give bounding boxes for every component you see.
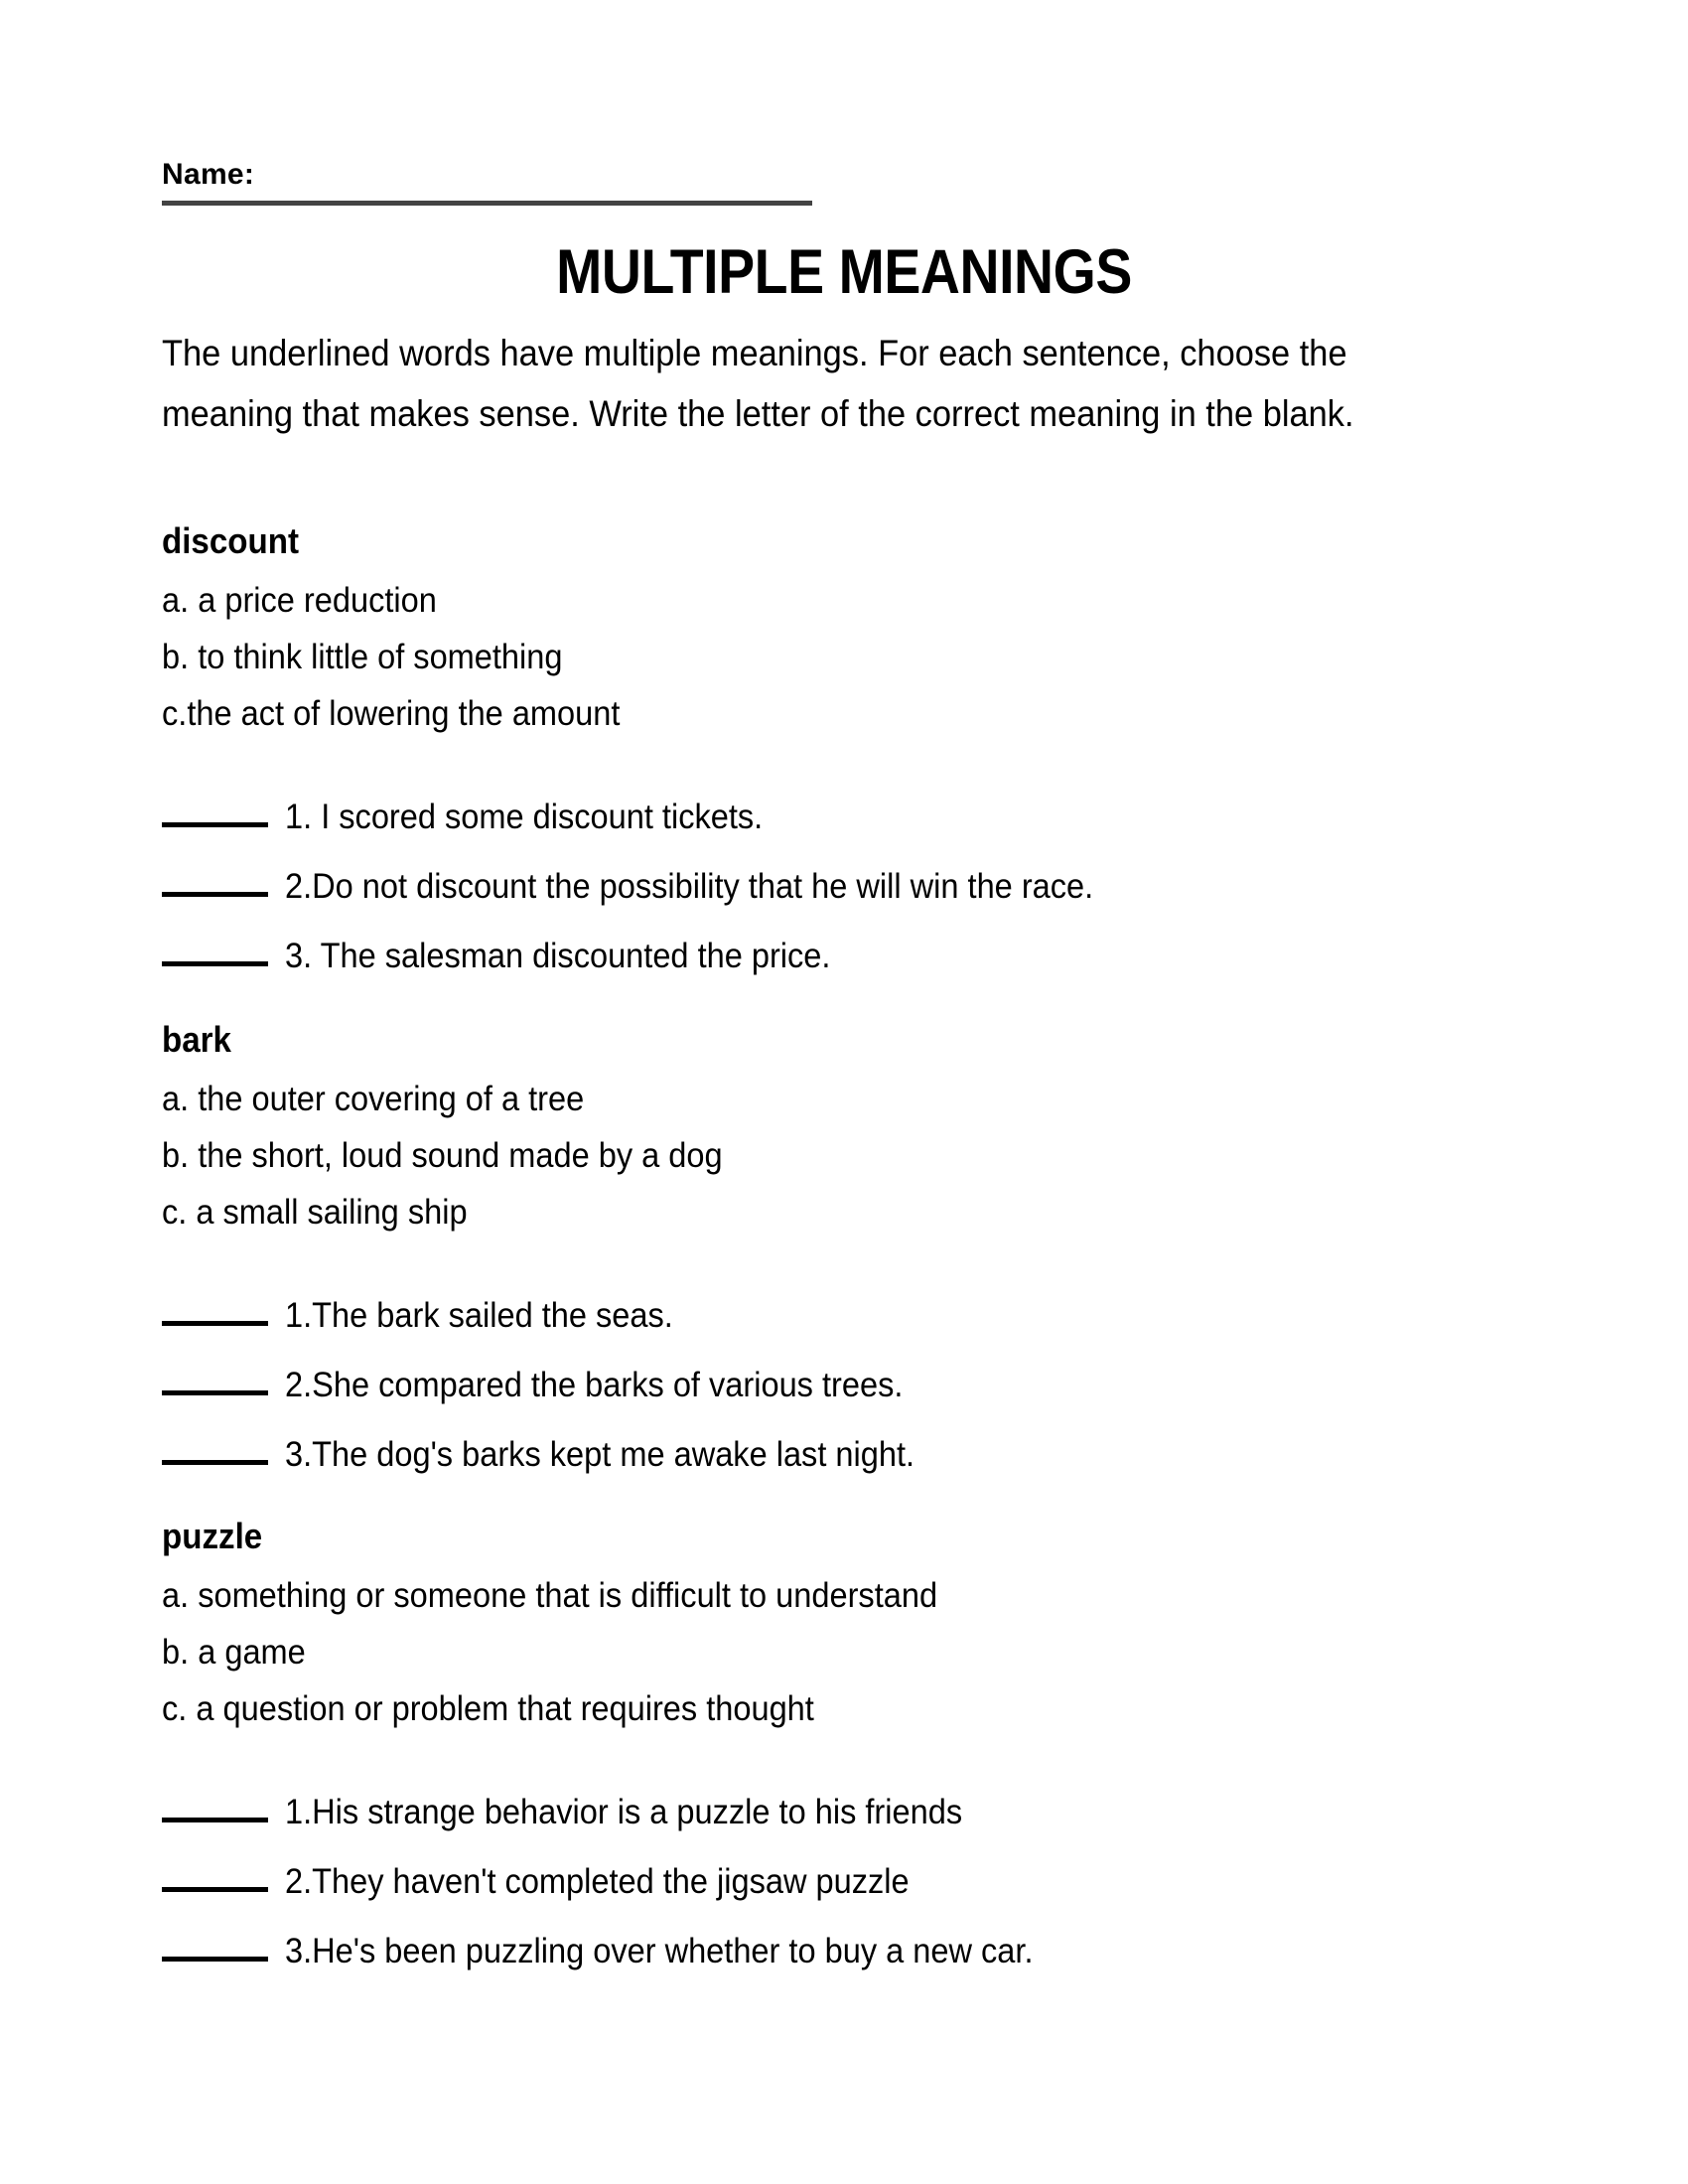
- word-section-discount: [162, 514, 1552, 978]
- question-list: [162, 1765, 1552, 1973]
- question-row: [162, 1834, 1552, 1904]
- question-row: [162, 909, 1552, 978]
- word-section-bark: [162, 1013, 1552, 1477]
- word-section-puzzle: [162, 1510, 1552, 1973]
- definition-c: c. a question or problem that requires thought: [162, 1689, 814, 1728]
- answer-blank[interactable]: [162, 1321, 268, 1326]
- name-write-in-line[interactable]: [162, 201, 812, 206]
- definition-b: b. a game: [162, 1633, 306, 1672]
- question-row: [162, 1407, 1552, 1477]
- definition-a: a. the outer covering of a tree: [162, 1080, 585, 1118]
- definition-b: b. to think little of something: [162, 638, 563, 676]
- answer-blank[interactable]: [162, 1390, 268, 1395]
- answer-blank[interactable]: [162, 1460, 268, 1465]
- page-title: MULTIPLE MEANINGS: [556, 237, 1132, 307]
- definition-a: a. something or someone that is difficult to understand: [162, 1576, 938, 1615]
- question-text: 2.They haven't completed the jigsaw puzzle: [285, 1862, 910, 1901]
- definition-c: c. a small sailing ship: [162, 1193, 468, 1232]
- name-field-block: [162, 157, 812, 206]
- instructions-paragraph: The underlined words have multiple meanings. For each sentence, choose the meaning that makes sense. Write the letter of the correct meaning in the blank.: [162, 333, 1354, 434]
- section-word-heading: puzzle: [162, 1516, 263, 1556]
- definition-b: b. the short, loud sound made by a dog: [162, 1136, 723, 1175]
- question-row: [162, 1268, 1552, 1338]
- question-text: 3.He's been puzzling over whether to buy a new car.: [285, 1932, 1034, 1970]
- question-list: [162, 1268, 1552, 1477]
- question-row: [162, 770, 1552, 839]
- question-row: [162, 839, 1552, 909]
- name-label: Name:: [162, 158, 255, 191]
- question-text: 1. I scored some discount tickets.: [285, 798, 764, 836]
- section-word-heading: bark: [162, 1019, 231, 1060]
- answer-blank[interactable]: [162, 892, 268, 897]
- answer-blank[interactable]: [162, 1957, 268, 1962]
- question-row: [162, 1765, 1552, 1834]
- question-text: 1.The bark sailed the seas.: [285, 1296, 673, 1335]
- section-word-heading: discount: [162, 520, 299, 561]
- question-text: 2.She compared the barks of various trees.: [285, 1366, 904, 1404]
- question-row: [162, 1904, 1552, 1973]
- question-text: 2.Do not discount the possibility that he will win the race.: [285, 867, 1094, 906]
- question-text: 3.The dog's barks kept me awake last night.: [285, 1435, 915, 1474]
- question-row: [162, 1338, 1552, 1407]
- answer-blank[interactable]: [162, 1818, 268, 1822]
- question-text: 3. The salesman discounted the price.: [285, 937, 831, 975]
- definition-c: c.the act of lowering the amount: [162, 694, 621, 733]
- answer-blank[interactable]: [162, 822, 268, 827]
- answer-blank[interactable]: [162, 1887, 268, 1892]
- answer-blank[interactable]: [162, 961, 268, 966]
- question-list: [162, 770, 1552, 978]
- question-text: 1.His strange behavior is a puzzle to his friends: [285, 1793, 963, 1831]
- definition-a: a. a price reduction: [162, 581, 437, 620]
